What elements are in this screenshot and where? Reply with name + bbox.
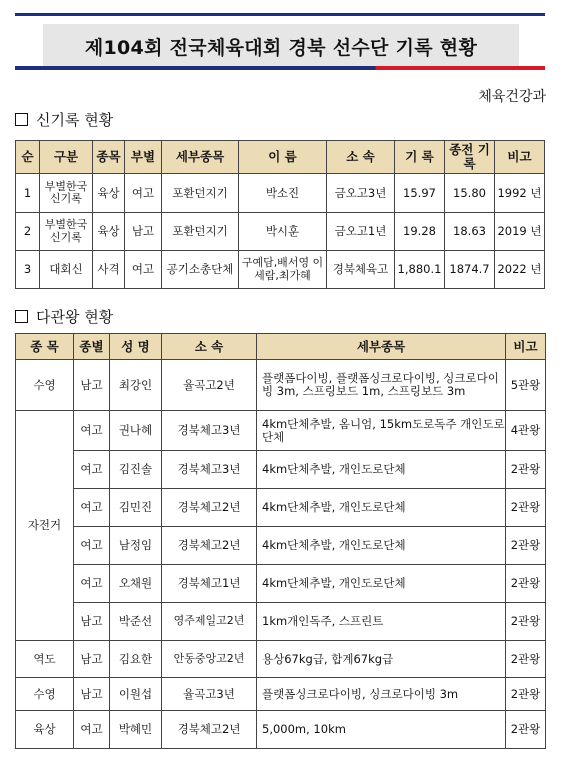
section-title: 다관왕 현황 <box>36 308 114 326</box>
note: 2022 년 <box>495 251 545 289</box>
affiliation: 금오고3년 <box>327 174 395 213</box>
affiliation: 안동중앙고2년 <box>162 641 257 678</box>
events: 4km단체추발, 개인도로단체 <box>257 489 506 527</box>
event: 포환던지기 <box>162 174 239 213</box>
checkbox-icon <box>15 310 28 323</box>
events: 플랫폼싱크로다이빙, 싱크로다이빙 3m <box>257 678 506 711</box>
sport: 역도 <box>16 641 74 678</box>
header-cell: 비고 <box>495 141 545 174</box>
athlete-name: 이원섭 <box>110 678 162 711</box>
table-row <box>16 565 546 603</box>
note: 1992 년 <box>495 174 545 213</box>
event: 공기소총단체 <box>162 251 239 289</box>
table-row <box>16 641 546 678</box>
events: 4km단체추발, 개인도로단체 <box>257 527 506 565</box>
table-row <box>16 251 545 289</box>
record-category: 대회신 <box>40 251 93 289</box>
table-row <box>16 489 546 527</box>
sport: 육상 <box>16 711 74 749</box>
header-cell: 종별 <box>74 334 110 360</box>
athlete-name: 박시훈 <box>239 213 327 251</box>
division: 남고 <box>74 603 110 641</box>
section-title: 신기록 현황 <box>36 111 114 129</box>
table-row <box>16 711 546 749</box>
sport: 육상 <box>93 213 125 251</box>
affiliation: 금오고1년 <box>327 213 395 251</box>
header-cell: 이 름 <box>239 141 327 174</box>
athlete-name: 김진솔 <box>110 451 162 489</box>
division: 남고 <box>74 678 110 711</box>
division: 여고 <box>125 251 162 289</box>
note: 4관왕 <box>506 411 546 451</box>
new-records-table <box>15 140 545 289</box>
division: 여고 <box>74 527 110 565</box>
header-cell: 부별 <box>125 141 162 174</box>
table-row <box>16 174 545 213</box>
header-bottom-rule <box>15 66 545 70</box>
athlete-name: 오채원 <box>110 565 162 603</box>
note: 2관왕 <box>506 527 546 565</box>
table-row <box>16 527 546 565</box>
sport: 자전거 <box>16 411 74 641</box>
header-cell: 종전 기록 <box>445 141 495 174</box>
note: 2관왕 <box>506 451 546 489</box>
athlete-name: 박소진 <box>239 174 327 213</box>
affiliation: 경북체고3년 <box>162 411 257 451</box>
table-row <box>16 678 546 711</box>
division: 여고 <box>74 489 110 527</box>
note: 2관왕 <box>506 565 546 603</box>
header-cell: 소 속 <box>327 141 395 174</box>
previous-record: 18.63 <box>445 213 495 251</box>
division: 남고 <box>74 360 110 411</box>
document-title: 제104회 전국체육대회 경북 선수단 기록 현황 <box>84 36 478 59</box>
sport: 수영 <box>16 678 74 711</box>
table-row <box>16 603 546 641</box>
note: 2관왕 <box>506 603 546 641</box>
row-number: 1 <box>16 174 40 213</box>
header-cell: 기 록 <box>395 141 445 174</box>
event: 포환던지기 <box>162 213 239 251</box>
record: 15.97 <box>395 174 445 213</box>
affiliation: 경북체고2년 <box>162 527 257 565</box>
athlete-name: 남정임 <box>110 527 162 565</box>
affiliation: 율곡고3년 <box>162 678 257 711</box>
sport: 사격 <box>93 251 125 289</box>
division: 남고 <box>125 213 162 251</box>
events: 5,000m, 10km <box>257 711 506 749</box>
table-header-row <box>16 334 546 360</box>
header-cell: 세부종목 <box>257 334 506 360</box>
events: 4km단체추발, 개인도로단체 <box>257 451 506 489</box>
division: 여고 <box>125 174 162 213</box>
record: 19.28 <box>395 213 445 251</box>
division: 여고 <box>74 565 110 603</box>
header-cell: 종목 <box>93 141 125 174</box>
note: 2관왕 <box>506 711 546 749</box>
section-new-records-heading <box>15 109 113 130</box>
header-cell: 구분 <box>40 141 93 174</box>
division: 여고 <box>74 411 110 451</box>
note: 2019 년 <box>495 213 545 251</box>
affiliation: 경북체고3년 <box>162 451 257 489</box>
sport: 수영 <box>16 360 74 411</box>
athlete-name: 최강인 <box>110 360 162 411</box>
athlete-name: 박준선 <box>110 603 162 641</box>
note: 2관왕 <box>506 641 546 678</box>
events: 용상67kg급, 합계67kg급 <box>257 641 506 678</box>
affiliation: 경북체육고 <box>327 251 395 289</box>
affiliation: 경북체고2년 <box>162 489 257 527</box>
table-row <box>16 360 546 411</box>
events: 1km개인독주, 스프린트 <box>257 603 506 641</box>
checkbox-icon <box>15 113 28 126</box>
division: 남고 <box>74 641 110 678</box>
athlete-name: 권나혜 <box>110 411 162 451</box>
note: 2관왕 <box>506 489 546 527</box>
affiliation: 영주제일고2년 <box>162 603 257 641</box>
header-cell: 종 목 <box>16 334 74 360</box>
department-label: 체육건강과 <box>478 89 546 105</box>
division: 여고 <box>74 711 110 749</box>
division: 여고 <box>74 451 110 489</box>
previous-record: 1874.7 <box>445 251 495 289</box>
header-top-rule <box>15 13 545 16</box>
note: 2관왕 <box>506 678 546 711</box>
events: 4km단체추발, 개인도로단체 <box>257 565 506 603</box>
record-category: 부별한국 신기록 <box>40 213 93 251</box>
affiliation: 경북체고2년 <box>162 711 257 749</box>
header-cell: 순 <box>16 141 40 174</box>
athlete-name: 김민진 <box>110 489 162 527</box>
header-cell: 세부종목 <box>162 141 239 174</box>
previous-record: 15.80 <box>445 174 495 213</box>
table-row <box>16 213 545 251</box>
table-row <box>16 411 546 451</box>
table-header-row <box>16 141 545 174</box>
row-number: 2 <box>16 213 40 251</box>
events: 플랫폼다이빙, 플랫폼싱크로다이빙, 싱크로다이빙 3m, 스프링보드 1m, 스프링보드 3m <box>257 360 506 411</box>
note: 5관왕 <box>506 360 546 411</box>
row-number: 3 <box>16 251 40 289</box>
record-category: 부별한국 신기록 <box>40 174 93 213</box>
events: 4km단체추발, 옴니엄, 15km도로독주 개인도로단체 <box>257 411 506 451</box>
multi-medal-table <box>15 333 546 749</box>
header-cell: 비고 <box>506 334 546 360</box>
athlete-name: 박혜민 <box>110 711 162 749</box>
header-cell: 성 명 <box>110 334 162 360</box>
athlete-name: 김요한 <box>110 641 162 678</box>
affiliation: 경북체고1년 <box>162 565 257 603</box>
document-title-box <box>43 24 519 68</box>
section-multi-medal-heading <box>15 306 113 327</box>
sport: 육상 <box>93 174 125 213</box>
table-row <box>16 451 546 489</box>
athlete-name: 구예담,배서영 이세람,최가혜 <box>239 251 327 289</box>
header-cell: 소 속 <box>162 334 257 360</box>
affiliation: 율곡고2년 <box>162 360 257 411</box>
record: 1,880.1 <box>395 251 445 289</box>
